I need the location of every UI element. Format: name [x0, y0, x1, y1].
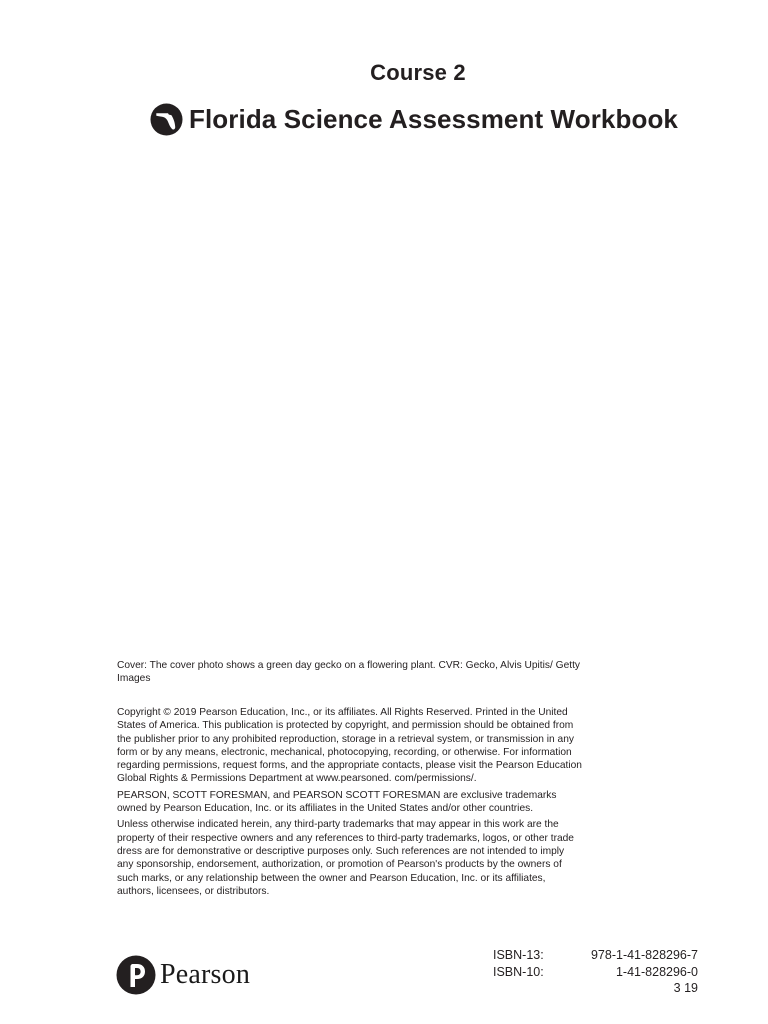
isbn-block [493, 947, 698, 997]
workbook-title: Florida Science Assessment Workbook [189, 103, 678, 134]
florida-state-icon [150, 103, 183, 136]
course-label: Course 2 [370, 60, 466, 85]
printing-line: 3 19 [673, 981, 698, 995]
cover-credit [117, 659, 582, 686]
pearson-p-logo-icon [116, 955, 156, 995]
isbn10-label: ISBN-10: [493, 964, 544, 979]
trademark-notice: PEARSON, SCOTT FORESMAN, and PEARSON SCOTT FORESMAN are exclusive trademarks owned by Pearson Education, Inc. or its affiliates in the United States and/or other countries. [117, 789, 557, 815]
third-party-notice: Unless otherwise indicated herein, any third-party trademarks that may appear in this work are the property of their respective owners and any references to third-party trademarks, logos, or other trade dress are for demonstrative or descriptive purposes only. Such references are not intended to imply any sponsorship, endorsement, authorization, or promotion of Pearson's products by the owners of such marks, or any relationship between the owner and Pearson Education, Inc. or its affiliates, authors, licensees, or distributors. [117, 819, 574, 897]
title-row [150, 101, 678, 137]
isbn10-row [493, 964, 698, 981]
copyright-notice: Copyright © 2019 Pearson Education, Inc., or its affiliates. All Rights Reserved. Printed in the United States of America. This publication is protected by copyright, and permission should be obtained from the publisher prior to any prohibited reproduction, storage in a retrieval system, or transmission in any form or by any means, electronic, mechanical, photocopying, recording, or otherwise. For information regarding permissions, request forms, and the appropriate contacts, please visit the Pearson Education Global Rights & Permissions Department at www.pearsoned. com/permissions/. [117, 707, 582, 785]
pearson-logo [116, 954, 250, 996]
cover-credit-text: Cover: The cover photo shows a green day gecko on a flowering plant. CVR: Gecko, Alvis Upitis/ Getty Images [117, 660, 581, 685]
isbn13-value: 978-1-41-828296-7 [590, 948, 698, 962]
copyright-block [117, 706, 582, 901]
pearson-wordmark: Pearson [160, 959, 251, 990]
isbn13-label: ISBN-13: [493, 948, 544, 962]
isbn13-row [493, 947, 698, 964]
isbn10-value: 1-41-828296-0 [615, 964, 698, 979]
